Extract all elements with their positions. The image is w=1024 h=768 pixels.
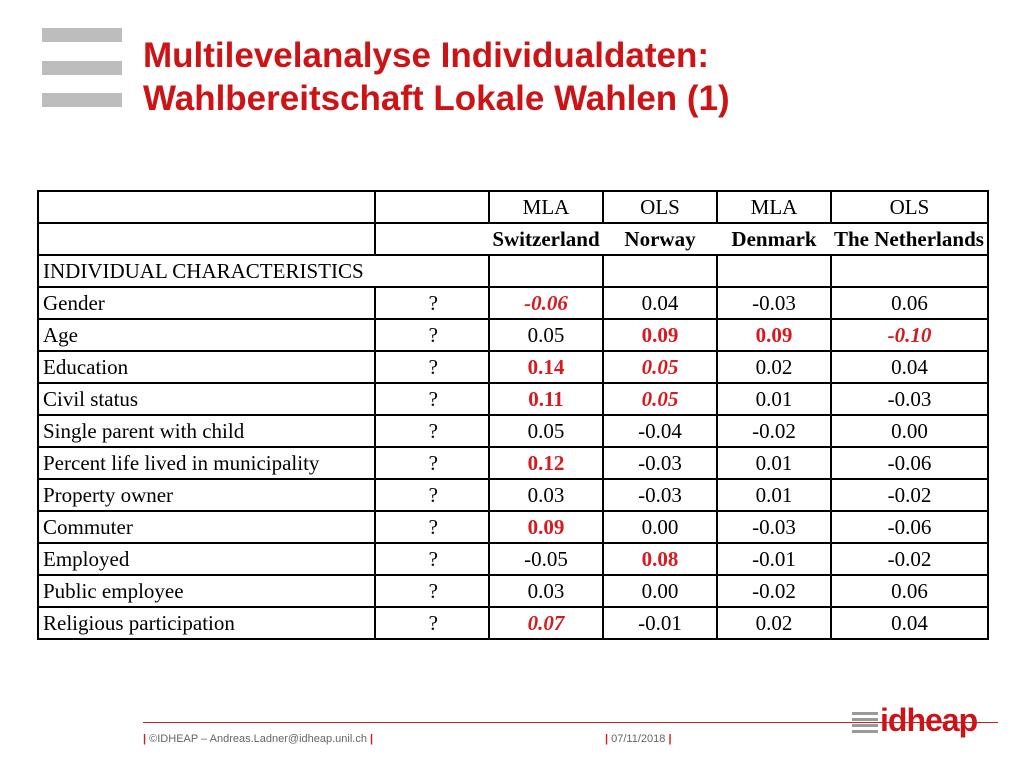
- results-table: [37, 190, 989, 640]
- value-cell: -0.03: [717, 287, 831, 319]
- country-header: The Netherlands: [831, 223, 988, 255]
- value-cell: 0.08: [603, 543, 717, 575]
- table-row: [38, 543, 988, 575]
- method-header: OLS: [603, 191, 717, 223]
- footer-pipe: |: [605, 733, 609, 745]
- slide-title-line1: Multilevelanalyse Individualdaten:: [143, 36, 709, 75]
- value-cell: 0.09: [603, 319, 717, 351]
- value-cell: 0.01: [717, 479, 831, 511]
- section-blank-cell: [489, 255, 603, 287]
- value-cell: 0.02: [717, 351, 831, 383]
- row-marker: ?: [375, 319, 489, 351]
- value-cell: -0.06: [831, 447, 988, 479]
- value-cell: -0.03: [831, 383, 988, 415]
- table-row: [38, 383, 988, 415]
- row-marker: ?: [375, 415, 489, 447]
- row-marker: ?: [375, 479, 489, 511]
- value-cell: 0.04: [603, 287, 717, 319]
- value-cell: 0.09: [489, 511, 603, 543]
- row-label: Single parent with child: [38, 415, 375, 447]
- value-cell: -0.03: [717, 511, 831, 543]
- row-marker: ?: [375, 511, 489, 543]
- method-header-row: [38, 191, 988, 223]
- value-cell: 0.02: [717, 607, 831, 639]
- method-header: MLA: [717, 191, 831, 223]
- value-cell: -0.06: [831, 511, 988, 543]
- row-marker: ?: [375, 351, 489, 383]
- table-row: [38, 511, 988, 543]
- header-blank-cell: [375, 191, 489, 223]
- row-marker: ?: [375, 287, 489, 319]
- row-marker: ?: [375, 607, 489, 639]
- header-blank-cell: [38, 191, 375, 223]
- value-cell: 0.03: [489, 575, 603, 607]
- table-row: [38, 287, 988, 319]
- table-row: [38, 447, 988, 479]
- table-row: [38, 479, 988, 511]
- value-cell: -0.02: [831, 543, 988, 575]
- row-marker: ?: [375, 447, 489, 479]
- value-cell: 0.03: [489, 479, 603, 511]
- row-label: Property owner: [38, 479, 375, 511]
- footer-date: [605, 733, 672, 745]
- idheap-stripes-icon: [852, 712, 878, 736]
- value-cell: 0.01: [717, 447, 831, 479]
- footer-pipe: |: [668, 733, 672, 745]
- row-label: Civil status: [38, 383, 375, 415]
- row-label: Gender: [38, 287, 375, 319]
- table-row: [38, 319, 988, 351]
- table-row: [38, 575, 988, 607]
- row-label: Employed: [38, 543, 375, 575]
- row-label: Religious participation: [38, 607, 375, 639]
- idheap-logo: [848, 702, 978, 742]
- value-cell: 0.04: [831, 351, 988, 383]
- value-cell: 0.06: [831, 287, 988, 319]
- method-header: OLS: [831, 191, 988, 223]
- section-blank-cell: [717, 255, 831, 287]
- idheap-logo-text: idheap: [880, 702, 978, 738]
- header-blank-cell: [38, 223, 375, 255]
- value-cell: 0.06: [831, 575, 988, 607]
- value-cell: 0.07: [489, 607, 603, 639]
- value-cell: -0.03: [603, 479, 717, 511]
- slide-title-line2: Wahlbereitschaft Lokale Wahlen (1): [143, 79, 730, 118]
- value-cell: 0.11: [489, 383, 603, 415]
- value-cell: -0.10: [831, 319, 988, 351]
- value-cell: -0.01: [717, 543, 831, 575]
- slide-title: [143, 34, 730, 120]
- header-blank-cell: [375, 223, 489, 255]
- table-row: [38, 351, 988, 383]
- country-header: Norway: [603, 223, 717, 255]
- row-marker: ?: [375, 543, 489, 575]
- row-label: Public employee: [38, 575, 375, 607]
- value-cell: 0.00: [603, 575, 717, 607]
- value-cell: -0.06: [489, 287, 603, 319]
- value-cell: -0.02: [717, 415, 831, 447]
- value-cell: 0.01: [717, 383, 831, 415]
- value-cell: -0.02: [831, 479, 988, 511]
- value-cell: 0.05: [603, 383, 717, 415]
- section-blank-cell: [831, 255, 988, 287]
- footer-copyright-text: ©IDHEAP – Andreas.Ladner@idheap.unil.ch: [149, 733, 367, 745]
- row-label: Commuter: [38, 511, 375, 543]
- footer-pipe: |: [143, 733, 147, 745]
- table-row: [38, 607, 988, 639]
- value-cell: -0.05: [489, 543, 603, 575]
- row-label: Education: [38, 351, 375, 383]
- method-header: MLA: [489, 191, 603, 223]
- value-cell: 0.05: [489, 319, 603, 351]
- country-header: Switzerland: [489, 223, 603, 255]
- footer-date-text: 07/11/2018: [611, 733, 666, 745]
- row-label: Age: [38, 319, 375, 351]
- value-cell: 0.05: [489, 415, 603, 447]
- value-cell: -0.02: [717, 575, 831, 607]
- value-cell: 0.14: [489, 351, 603, 383]
- value-cell: 0.09: [717, 319, 831, 351]
- value-cell: 0.12: [489, 447, 603, 479]
- value-cell: 0.00: [831, 415, 988, 447]
- footer-pipe: |: [370, 733, 374, 745]
- row-label: Percent life lived in municipality: [38, 447, 375, 479]
- section-blank-cell: [603, 255, 717, 287]
- table-row: [38, 415, 988, 447]
- value-cell: -0.04: [603, 415, 717, 447]
- row-marker: ?: [375, 575, 489, 607]
- country-header: Denmark: [717, 223, 831, 255]
- value-cell: 0.04: [831, 607, 988, 639]
- value-cell: 0.05: [603, 351, 717, 383]
- country-header-row: [38, 223, 988, 255]
- value-cell: 0.00: [603, 511, 717, 543]
- row-marker: ?: [375, 383, 489, 415]
- section-row: [38, 255, 988, 287]
- footer-copyright: [143, 733, 373, 745]
- section-label: INDIVIDUAL CHARACTERISTICS: [38, 255, 489, 287]
- value-cell: -0.03: [603, 447, 717, 479]
- value-cell: -0.01: [603, 607, 717, 639]
